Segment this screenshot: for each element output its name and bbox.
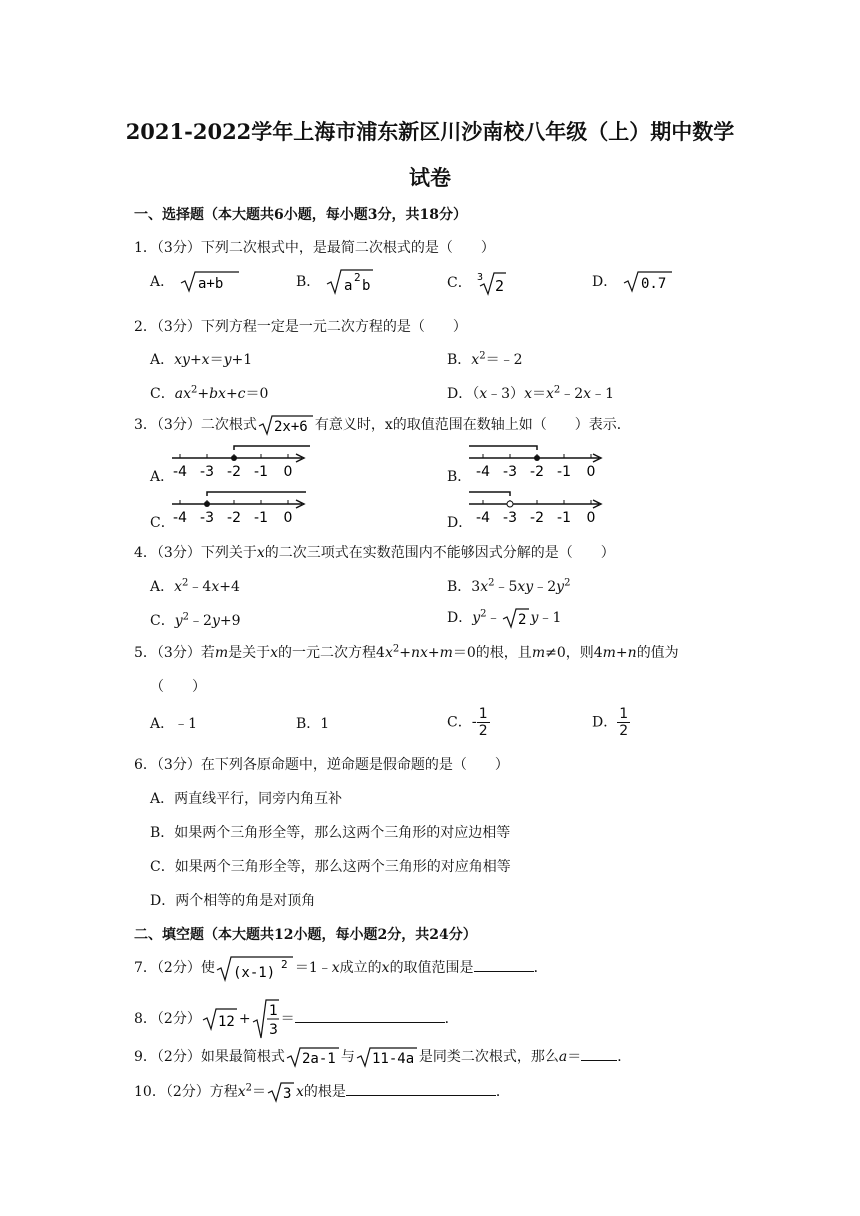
svg-text:0: 0 <box>586 464 596 480</box>
fraction-one-half <box>477 706 490 739</box>
option-label: C． <box>447 275 472 291</box>
denominator: 2 <box>478 723 488 739</box>
svg-text:2x+6: 2x+6 <box>273 419 308 435</box>
sqrt-a2b <box>325 268 375 296</box>
sqrt-11-minus-4a <box>355 1046 419 1068</box>
svg-text:2a-1: 2a-1 <box>301 1051 336 1067</box>
q1-option-a <box>150 270 241 294</box>
svg-text:3: 3 <box>283 1086 292 1102</box>
sqrt-x-minus-1-squared <box>215 954 295 982</box>
q4-option-b: B．$3x^2﹣5xy﹣2y^2$ <box>447 577 571 595</box>
sqrt-2x-plus-6 <box>257 414 315 436</box>
answer-blank[interactable] <box>295 1008 445 1023</box>
option-label: A． <box>150 274 175 290</box>
svg-text:0.7: 0.7 <box>640 276 666 292</box>
q6-option-c: C．如果两个三角形全等，那么这两个三角形的对应角相等 <box>150 859 511 875</box>
svg-text:0: 0 <box>283 510 293 526</box>
svg-text:-1: -1 <box>254 464 268 480</box>
denominator: 2 <box>619 723 629 739</box>
q3-number-line-a <box>170 444 310 480</box>
svg-text:-3: -3 <box>503 510 517 526</box>
q4-option-c: C．$y^2﹣2y+9$ <box>150 611 241 629</box>
question-9: 9．（2分）如果最简根式 2a-1 与 11-4a 是同类二次根式，那么a＝ ． <box>134 1046 631 1068</box>
radicand: a+b <box>197 276 223 292</box>
svg-text:2: 2 <box>495 277 505 295</box>
question-3-stem <box>134 414 631 436</box>
svg-text:-2: -2 <box>530 464 544 480</box>
sqrt-3 <box>266 1081 296 1103</box>
q1-option-d <box>592 270 674 294</box>
q1-option-b <box>296 268 375 296</box>
stem-text: 9．（2分）如果最简根式 <box>134 1049 285 1065</box>
svg-text:a: a <box>343 278 353 294</box>
page-title-line2: 试卷 <box>409 165 451 190</box>
sqrt-12 <box>201 1007 239 1031</box>
svg-text:12: 12 <box>217 1014 235 1030</box>
question-2-stem: 2．（3分）下列方程一定是一元二次方程的是（ ） <box>134 319 467 335</box>
svg-text:-2: -2 <box>530 510 544 526</box>
svg-text:-1: -1 <box>557 464 571 480</box>
q1-option-c <box>447 270 508 296</box>
svg-text:1: 1 <box>268 1003 278 1019</box>
question-5-paren: （ ） <box>150 679 206 695</box>
q3-number-line-d <box>467 490 607 526</box>
stem-end: ． <box>533 960 548 976</box>
q5-option-d <box>592 706 630 739</box>
sqrt-2 <box>501 607 531 629</box>
svg-text:11-4a: 11-4a <box>371 1051 414 1067</box>
q6-option-a: A．两直线平行，同旁内角互补 <box>150 791 343 807</box>
stem-end: ． <box>444 1011 459 1027</box>
option-label: D． <box>592 274 618 290</box>
q4-option-a: A．$x^2﹣4x+4$ <box>150 577 240 595</box>
question-6-stem: 6．（3分）在下列各原命题中，逆命题是假命题的是（ ） <box>134 757 509 773</box>
svg-text:-3: -3 <box>503 464 517 480</box>
plus-sign: + <box>238 1011 251 1027</box>
question-4-stem: 4．（3分）下列关于x的二次三项式在实数范围内不能够因式分解的是（ ） <box>134 545 615 561</box>
numerator: 1 <box>619 706 629 722</box>
q2-option-d: D．$(x﹣3)x=x^2﹣2x﹣1$ <box>447 384 614 402</box>
q5-option-c <box>447 706 490 739</box>
q6-option-d: D．两个相等的角是对顶角 <box>150 893 316 909</box>
q3-option-b-label: B． <box>447 469 472 485</box>
q2-option-b: B．$x^2=﹣2$ <box>447 350 523 368</box>
q6-option-b: B．如果两个三角形全等，那么这两个三角形的对应边相等 <box>150 825 511 841</box>
svg-text:-1: -1 <box>557 510 571 526</box>
numerator: 1 <box>478 706 488 722</box>
stem-text: 3．（3分）二次根式 <box>134 417 257 433</box>
stem-end: ． <box>617 1049 632 1065</box>
svg-text:2: 2 <box>517 612 526 628</box>
sqrt-a-plus-b <box>179 270 241 294</box>
svg-text:2: 2 <box>280 958 288 971</box>
svg-text:3: 3 <box>477 272 484 283</box>
section-choice-heading: 一、选择题（本大题共6小题，每小题3分，共18分） <box>134 207 467 223</box>
svg-text:-4: -4 <box>476 464 490 480</box>
svg-text:-2: -2 <box>227 510 241 526</box>
svg-text:0: 0 <box>586 510 596 526</box>
q2-option-c: C．$ax^2+bx+c=0$ <box>150 384 269 402</box>
q5-option-a: A．﹣1 <box>150 716 198 732</box>
svg-text:-1: -1 <box>254 510 268 526</box>
q5-option-b: B．1 <box>296 716 330 732</box>
fraction-one-half <box>617 706 630 739</box>
svg-text:-3: -3 <box>200 510 214 526</box>
question-1-stem: 1．（3分）下列二次根式中，是最简二次根式的是（ ） <box>134 240 495 256</box>
question-10: 10．（2分）方程$x^2=$ 3 x的根是 ． <box>134 1082 510 1102</box>
sqrt-one-third <box>251 998 281 1040</box>
svg-text:-4: -4 <box>476 510 490 526</box>
svg-text:-4: -4 <box>173 464 187 480</box>
section-fill-heading: 二、填空题（本大题共12小题，每小题2分，共24分） <box>134 927 477 943</box>
page-title: 2021-2022学年上海市浦东新区川沙南校八年级（上）期中数学 <box>125 119 735 144</box>
q3-number-line-b <box>467 444 607 480</box>
stem-text: 8．（2分） <box>134 1011 201 1027</box>
option-label: B． <box>296 274 321 290</box>
stem-end: ． <box>495 1084 510 1100</box>
answer-blank[interactable] <box>581 1046 617 1061</box>
q3-option-a-label: A． <box>150 469 175 485</box>
svg-text:(x-1): (x-1) <box>232 965 275 981</box>
question-7: 7．（2分）使 (x-1) 2 ＝1﹣x成立的x的取值范围是 ． <box>134 954 548 982</box>
sqrt-2a-minus-1 <box>285 1046 341 1068</box>
sqrt-0-7 <box>622 270 674 294</box>
svg-text:-2: -2 <box>227 464 241 480</box>
svg-text:3: 3 <box>268 1022 278 1038</box>
svg-text:0: 0 <box>283 464 293 480</box>
cube-root-2 <box>476 270 508 296</box>
answer-blank[interactable] <box>346 1081 496 1096</box>
conjunction: 与 <box>340 1049 355 1065</box>
q3-option-d-label: D． <box>447 515 473 531</box>
minus-sign: - <box>471 714 477 731</box>
answer-blank[interactable] <box>474 957 534 972</box>
svg-text:2: 2 <box>353 271 361 284</box>
svg-text:-3: -3 <box>200 464 214 480</box>
option-label: D． <box>592 714 618 731</box>
equals-sign: ＝ <box>280 1011 295 1027</box>
q2-option-a: A．xy+x＝y+1 <box>150 352 253 368</box>
option-label: C． <box>447 714 472 731</box>
q3-number-line-c <box>170 490 310 526</box>
question-5-stem: 5．（3分）若m是关于x的一元二次方程$4x^2+nx+m=0$的根，且m≠0，则4m+n的值为 <box>134 643 679 661</box>
svg-text:-4: -4 <box>173 510 187 526</box>
q4-option-d: D．$y^2﹣$ 2 y﹣1 <box>447 608 562 628</box>
question-8 <box>134 998 459 1040</box>
svg-text:b: b <box>361 278 371 294</box>
stem-text: 7．（2分）使 <box>134 960 215 976</box>
stem-text: 有意义时，x的取值范围在数轴上如（ ）表示． <box>314 417 631 433</box>
q3-option-c-label: C． <box>150 515 175 531</box>
